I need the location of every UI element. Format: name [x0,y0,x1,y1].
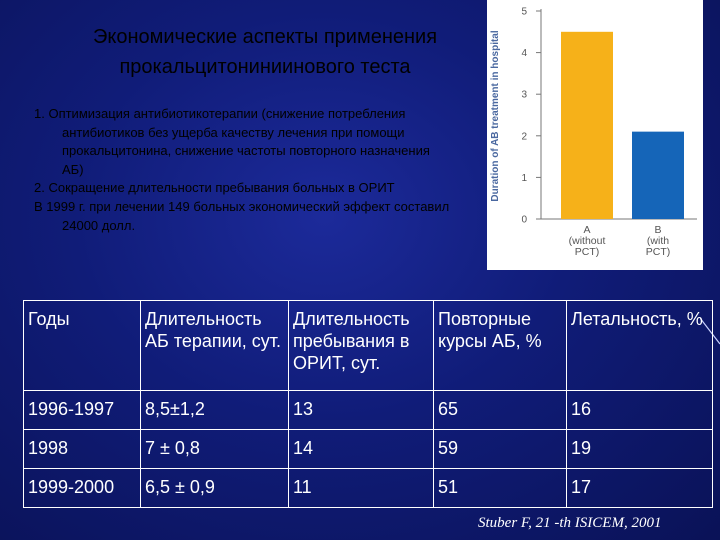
table-header-row [24,301,713,391]
table-cell: 1998 [24,430,141,469]
data-table [23,300,713,500]
table-cell: 17 [567,469,713,508]
title-line-2: прокальцитониниинового теста [119,56,411,78]
table-cell: 16 [567,391,713,430]
x-category-label: PCT) [574,246,600,258]
x-category-label: (without [568,235,606,247]
table-row [24,430,713,469]
x-category-label: (with [646,235,670,247]
slide-title [40,22,490,82]
table-cell: 7 ± 0,8 [141,430,289,469]
x-category-label: A [583,224,591,236]
y-tick-label: 4 [521,48,527,60]
x-category-label: PCT) [645,246,671,258]
table-cell: 65 [434,391,567,430]
table-cell: 14 [289,430,434,469]
table-cell: 1999-2000 [24,469,141,508]
y-tick-label: 2 [521,131,527,143]
table-cell: 19 [567,430,713,469]
table-row [24,469,713,508]
body-item-3: В 1999 г. при лечении 149 больных экономический эффект составил 24000 долл. [34,198,450,233]
table-cell: 13 [289,391,434,430]
header-icu-stay: Длительность пребывания в ОРИТ, сут. [289,301,434,391]
title-line-1: Экономические аспекты применения [92,26,438,48]
bar-chart-svg [487,0,703,270]
x-category-label: B [654,224,662,236]
y-tick-label: 1 [521,172,527,184]
y-tick-label: 3 [521,89,527,101]
y-tick-label: 0 [521,214,527,226]
header-repeat-courses: Повторные курсы АБ, % [434,301,567,391]
table-cell: 59 [434,430,567,469]
table-row [24,391,713,430]
table-cell: 51 [434,469,567,508]
table-cell: 8,5±1,2 [141,391,289,430]
header-ab-duration: Длительность АБ терапии, сут. [141,301,289,391]
bar-chart [487,0,703,270]
body-text [34,105,454,235]
y-tick-label: 5 [521,6,527,18]
table-cell: 11 [289,469,434,508]
bar-with-pct [632,132,684,219]
table-cell: 6,5 ± 0,9 [141,469,289,508]
y-axis-label: Duration of AB treatment in hospital [490,30,501,202]
citation: Stuber F, 21 -th ISICEM, 2001 [478,515,662,531]
table-cell: 1996-1997 [24,391,141,430]
body-item-1: 1. Оптимизация антибиотикотерапии (снижение потребления антибиотиков без ущерба качеству лечения при помощи прокальцитонина, снижение частоты повторного назначения АБ) [34,106,430,177]
header-years: Годы [24,301,141,391]
body-item-2: 2. Сокращение длительности пребывания больных в ОРИТ [34,180,395,196]
header-mortality: Летальность, % [567,301,713,391]
bar-without-pct [561,32,613,219]
